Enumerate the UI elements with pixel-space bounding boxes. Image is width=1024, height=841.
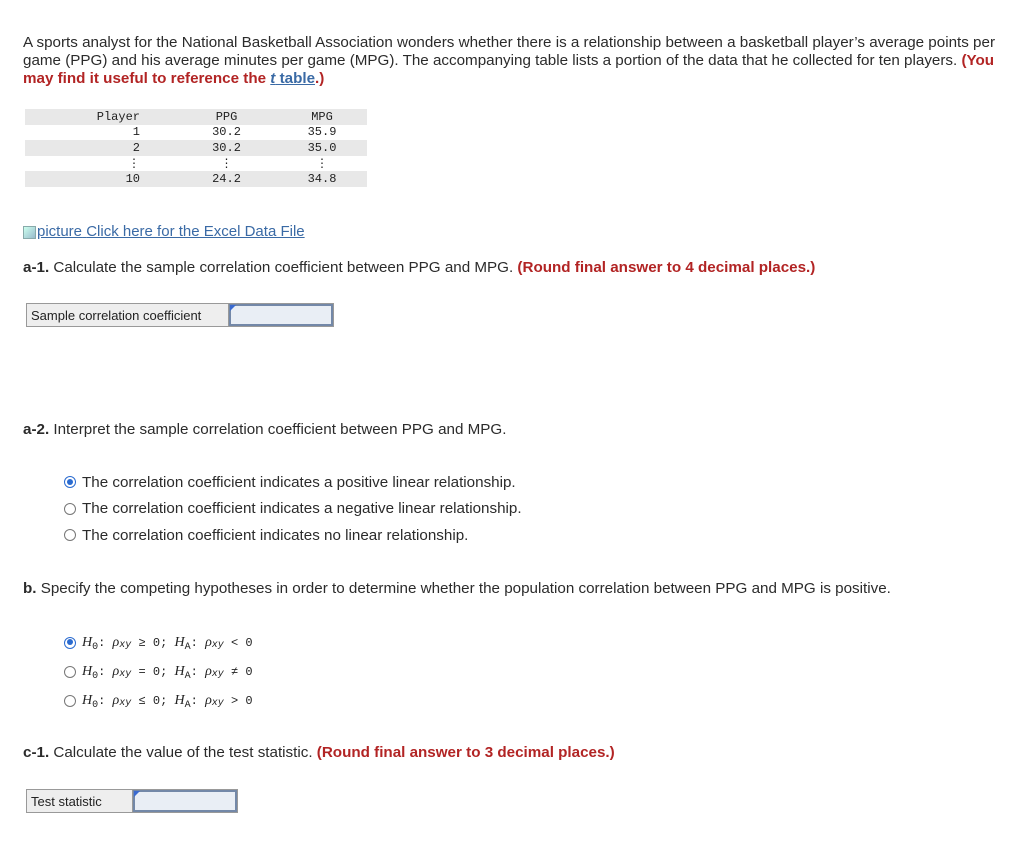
t-table-link[interactable]: t [270, 70, 276, 87]
question-c1: c-1. Calculate the value of the test statistic. (Round final answer to 3 decimal places.) [23, 744, 615, 761]
h0-label: $H_0$: [82, 634, 113, 653]
excel-data-link[interactable]: picture Click here for the Excel Data File [23, 223, 305, 240]
question-b: b. Specify the competing hypotheses in order to determine whether the population correlation between PPG and MPG is positive. [23, 580, 891, 597]
table-row [25, 156, 367, 172]
radio-icon[interactable] [64, 695, 76, 707]
radio-icon[interactable] [64, 666, 76, 678]
radio-icon[interactable] [64, 529, 76, 541]
cell-ppg: ⋮ [220, 156, 233, 171]
problem-intro [23, 34, 1013, 88]
data-table [25, 109, 367, 187]
table-header-row [25, 109, 367, 125]
radio-icon[interactable] [64, 503, 76, 515]
cell-player: 10 [25, 171, 176, 187]
question-a2: a-2. Interpret the sample correlation coefficient between PPG and MPG. [23, 421, 507, 438]
cell-player: 2 [25, 140, 176, 156]
hypothesis-option-3[interactable]: $H_0$: ρ xy ≤ 0; $H_A$: ρ xy > 0 [64, 686, 253, 715]
radio-selected-icon[interactable] [64, 637, 76, 649]
t-table-link-text[interactable]: table [275, 70, 316, 87]
test-statistic-input-group [26, 789, 238, 813]
option-negative[interactable]: The correlation coefficient indicates a negative linear relationship. [64, 496, 522, 523]
flag-icon [230, 305, 236, 311]
option-positive[interactable]: The correlation coefficient indicates a positive linear relationship. [64, 469, 522, 496]
cell-mpg: ⋮ [316, 156, 328, 171]
option-none[interactable]: The correlation coefficient indicates no linear relationship. [64, 522, 522, 549]
intro-text: A sports analyst for the National Basketball Association wonders whether there is a relationship between a basketball player’s average points per game (PPG) and his average minutes per game (MPG). The accompanying table lists a portion of the data that he collected for ten players. [23, 34, 995, 69]
test-statistic-input[interactable] [133, 790, 237, 812]
radio-selected-icon[interactable] [64, 476, 76, 488]
test-statistic-label: Test statistic [27, 790, 133, 812]
cell-mpg: 35.9 [307, 125, 337, 140]
correlation-input[interactable] [229, 304, 333, 326]
header-ppg: PPG [176, 109, 277, 125]
flag-icon [134, 791, 140, 797]
hypotheses-options [64, 628, 253, 715]
cell-ppg: 30.2 [176, 140, 277, 156]
hypothesis-option-2[interactable]: $H_0$: ρ xy = 0; $H_A$: ρ xy ≠ 0 [64, 657, 253, 686]
cell-player: 1 [132, 125, 140, 140]
cell-ppg: 30.2 [212, 125, 241, 140]
cell-mpg: 34.8 [277, 171, 367, 187]
cell-mpg: 35.0 [277, 140, 367, 156]
correlation-input-group [26, 303, 334, 327]
table-row [25, 140, 367, 156]
ha-label: $H_A$: [174, 634, 206, 653]
hypothesis-option-1[interactable]: $H_0$: ρ xy ≥ 0; $H_A$: ρ xy < 0 [64, 628, 253, 657]
header-player: Player [25, 109, 176, 125]
table-row [25, 125, 367, 141]
header-mpg: MPG [277, 109, 367, 125]
question-a1: a-1. Calculate the sample correlation coefficient between PPG and MPG. (Round final answer to 4 decimal places.) [23, 259, 816, 276]
ttable-reference: (You may find it useful to reference the t table.) [23, 52, 995, 87]
interpretation-options [64, 469, 522, 549]
broken-image-icon [23, 226, 36, 239]
correlation-label: Sample correlation coefficient [27, 304, 229, 326]
table-row [25, 171, 367, 187]
cell-ppg: 24.2 [176, 171, 277, 187]
cell-player: ⋮ [128, 156, 140, 171]
